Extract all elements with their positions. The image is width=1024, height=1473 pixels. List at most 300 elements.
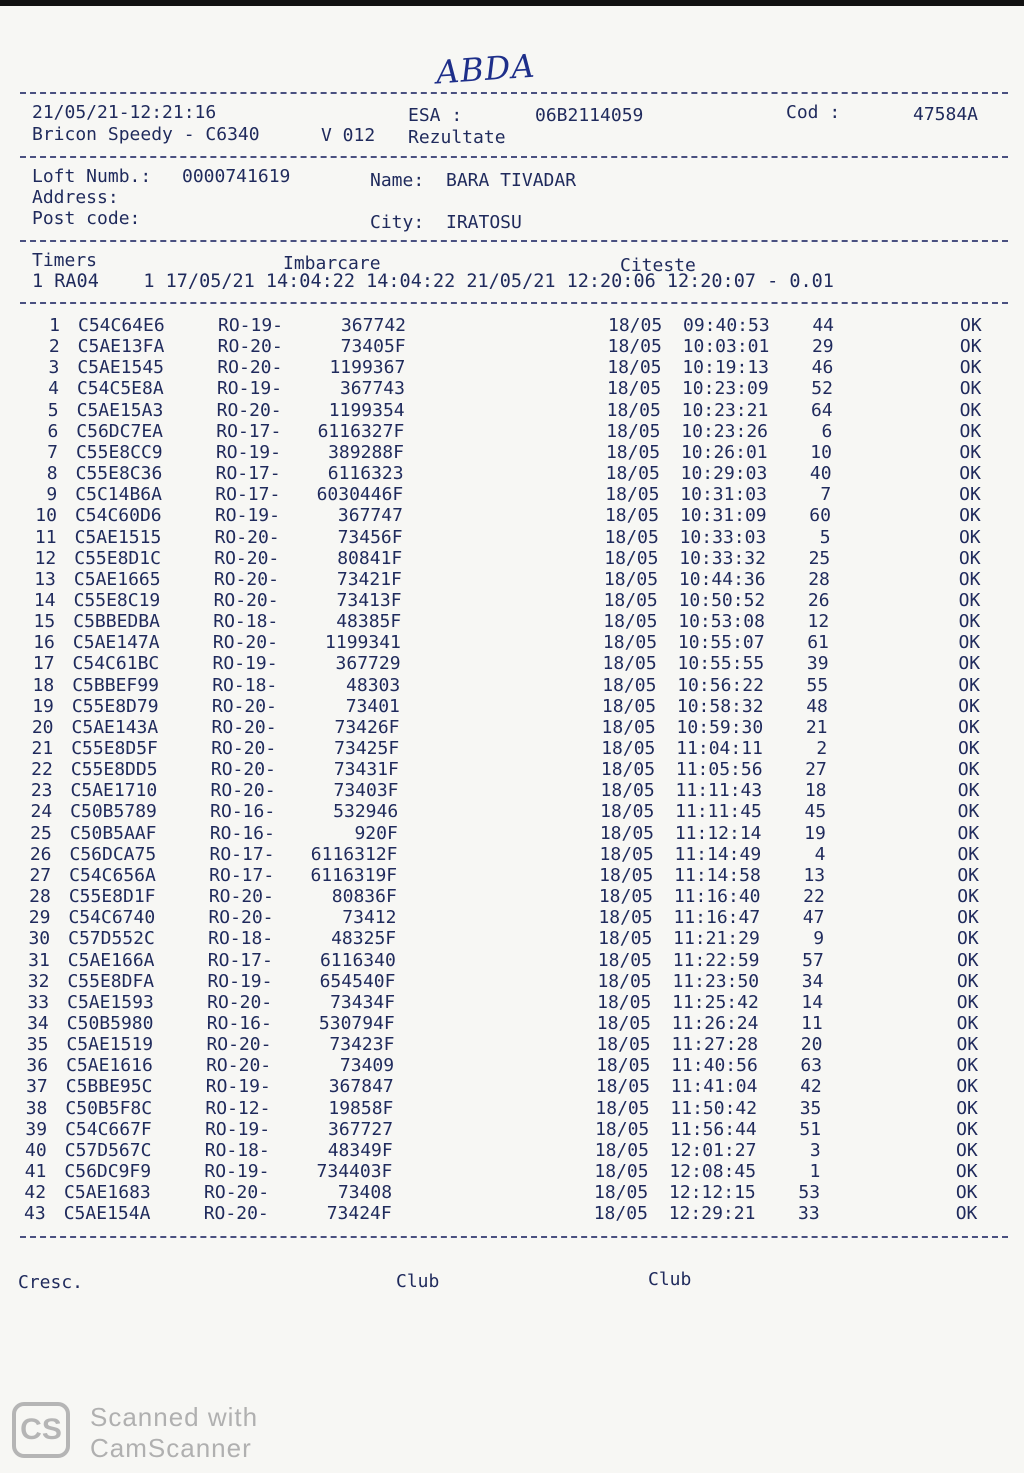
status-ok: OK <box>956 1097 978 1119</box>
ring-number: 73421F <box>336 568 402 590</box>
ring-prefix: RO-19- <box>214 505 280 527</box>
ring-prefix: RO-20- <box>210 759 276 781</box>
basket-number: 48 <box>806 695 828 717</box>
arrival-date: 18/05 <box>604 526 659 548</box>
result-row <box>0 548 1024 569</box>
basket-number: 63 <box>800 1055 823 1077</box>
ring-number: 19858F <box>328 1097 394 1119</box>
basket-number: 25 <box>808 547 831 569</box>
status-ok: OK <box>957 928 979 950</box>
chip-id: C5AE13FA <box>77 336 165 358</box>
arrival-date: 18/05 <box>600 801 655 823</box>
chip-id: C5AE166A <box>67 949 155 971</box>
ring-prefix: RO-16- <box>206 1012 272 1034</box>
result-row <box>0 865 1024 886</box>
status-ok: OK <box>958 716 980 738</box>
arrival-time: 09:40:53 <box>683 315 770 336</box>
result-row <box>0 1013 1024 1034</box>
arrival-date: 18/05 <box>604 547 659 569</box>
arrival-time: 11:04:11 <box>676 738 763 759</box>
arrival-time: 10:55:07 <box>677 632 765 654</box>
arrival-date: 18/05 <box>598 886 653 908</box>
ring-prefix: RO-17- <box>215 484 281 506</box>
cod-label: Cod : <box>786 102 841 123</box>
chip-id: C56DC9F9 <box>64 1161 152 1182</box>
ring-number: 6116327F <box>317 420 405 442</box>
status-ok: OK <box>957 907 979 929</box>
ring-prefix: RO-18- <box>204 1139 270 1161</box>
status-ok: OK <box>957 801 980 823</box>
esa-value: 06B2114059 <box>535 105 644 126</box>
chip-id: C54C6740 <box>68 907 156 929</box>
result-row <box>0 675 1024 696</box>
result-row <box>0 1161 1024 1182</box>
basket-number: 3 <box>809 1139 821 1161</box>
row-number: 41 <box>24 1161 47 1182</box>
ring-number: 73401 <box>345 695 400 717</box>
chip-id: C5AE1545 <box>77 357 165 379</box>
chip-id: C54C656A <box>69 864 156 886</box>
chip-id: C50B5980 <box>66 1012 154 1034</box>
arrival-date: 18/05 <box>599 822 655 844</box>
arrival-time: 11:56:44 <box>670 1118 757 1140</box>
status-ok: OK <box>959 484 981 506</box>
row-number: 34 <box>27 1012 49 1034</box>
result-row <box>0 590 1024 611</box>
ring-number: 48303 <box>346 674 401 696</box>
scan-top-edge <box>0 0 1024 6</box>
city-value: IRATOSU <box>446 212 522 233</box>
divider <box>20 156 1008 158</box>
ring-number: 48349F <box>327 1139 393 1161</box>
row-number: 35 <box>26 1034 49 1056</box>
arrival-date: 18/05 <box>603 589 658 611</box>
status-ok: OK <box>957 886 979 908</box>
arrival-date: 18/05 <box>600 759 656 781</box>
imbarcare-label: Imbarcare <box>283 253 381 274</box>
row-number: 22 <box>31 759 53 781</box>
chip-id: C5AE147A <box>72 632 160 654</box>
basket-number: 28 <box>808 568 830 590</box>
arrival-date: 18/05 <box>595 1076 650 1098</box>
arrival-date: 18/05 <box>600 780 655 802</box>
ring-prefix: RO-20- <box>206 1034 272 1056</box>
status-ok: OK <box>959 441 982 463</box>
ring-number: 1199354 <box>328 399 405 421</box>
basket-number: 10 <box>810 441 832 463</box>
row-number: 40 <box>25 1139 47 1161</box>
basket-number: 45 <box>804 801 827 823</box>
row-number: 5 <box>47 399 59 421</box>
arrival-time: 11:27:28 <box>671 1034 759 1056</box>
basket-number: 14 <box>801 991 824 1013</box>
basket-number: 51 <box>799 1118 822 1140</box>
ring-number: 6116340 <box>319 949 396 971</box>
row-number: 15 <box>33 611 56 633</box>
result-row <box>0 1203 1024 1224</box>
basket-number: 18 <box>804 780 827 802</box>
device-version: V 012 <box>321 125 376 146</box>
ring-prefix: RO-18- <box>208 928 274 950</box>
row-number: 26 <box>29 843 52 865</box>
chip-id: C5AE143A <box>71 716 159 738</box>
status-ok: OK <box>958 547 981 569</box>
status-ok: OK <box>958 526 981 548</box>
arrival-date: 18/05 <box>602 653 657 675</box>
arrival-time: 11:41:04 <box>670 1076 758 1098</box>
arrival-time: 10:56:22 <box>677 674 764 696</box>
row-number: 28 <box>29 886 51 908</box>
result-row <box>0 1055 1024 1076</box>
ring-prefix: RO-20- <box>208 907 274 929</box>
result-row <box>0 801 1024 822</box>
ring-prefix: RO-17- <box>216 420 282 442</box>
result-row <box>0 717 1024 738</box>
result-row <box>0 1034 1024 1055</box>
ring-prefix: RO-20- <box>214 547 280 569</box>
ring-prefix: RO-20- <box>213 589 279 611</box>
basket-number: 19 <box>804 822 826 844</box>
chip-id: C55E8D1F <box>68 886 156 908</box>
row-number: 33 <box>27 991 50 1013</box>
ring-prefix: RO-20- <box>217 336 283 358</box>
ring-number: 1199367 <box>329 357 406 379</box>
name-label: Name: <box>370 170 425 191</box>
ring-number: 367742 <box>340 315 406 336</box>
result-row <box>0 738 1024 759</box>
result-row <box>0 527 1024 548</box>
row-number: 21 <box>31 738 54 759</box>
ring-prefix: RO-17- <box>209 864 275 886</box>
ring-number: 73425F <box>334 738 400 759</box>
divider <box>20 92 1008 94</box>
arrival-time: 11:16:40 <box>673 886 761 908</box>
ring-prefix: RO-17- <box>207 949 273 971</box>
print-datetime: 21/05/21-12:21:16 <box>32 102 217 123</box>
basket-number: 13 <box>803 864 826 886</box>
ring-number: 80836F <box>331 886 397 908</box>
chip-id: C55E8DFA <box>67 970 155 992</box>
ring-number: 654540F <box>319 970 396 992</box>
chip-id: C56DCA75 <box>69 843 157 865</box>
arrival-date: 18/05 <box>608 315 663 336</box>
arrival-date: 18/05 <box>598 907 653 929</box>
arrival-date: 18/05 <box>595 1118 650 1140</box>
arrival-time: 10:19:13 <box>682 357 770 379</box>
status-ok: OK <box>956 1118 978 1140</box>
arrival-date: 18/05 <box>598 928 653 950</box>
watermark-line1: Scanned with <box>90 1402 259 1432</box>
arrival-date: 18/05 <box>605 484 660 506</box>
chip-id: C55E8DD5 <box>70 759 158 781</box>
row-number: 42 <box>24 1182 47 1204</box>
chip-id: C54C667F <box>65 1118 152 1140</box>
row-number: 8 <box>46 463 58 485</box>
result-row <box>0 611 1024 632</box>
arrival-time: 12:08:45 <box>669 1161 757 1182</box>
name-value: BARA TIVADAR <box>446 170 577 191</box>
ring-number: 48385F <box>336 611 402 633</box>
row-number: 12 <box>34 547 57 569</box>
row-number: 25 <box>30 822 52 844</box>
ring-prefix: RO-20- <box>211 695 277 717</box>
arrival-time: 10:23:21 <box>681 399 769 421</box>
status-ok: OK <box>958 611 981 633</box>
basket-number: 27 <box>805 759 827 781</box>
arrival-date: 18/05 <box>604 505 660 527</box>
arrival-date: 18/05 <box>601 738 656 759</box>
status-ok: OK <box>958 674 980 696</box>
ring-number: 80841F <box>337 547 403 569</box>
basket-number: 21 <box>805 716 828 738</box>
result-row <box>0 1076 1024 1097</box>
timers-label: Timers <box>32 250 98 271</box>
ring-prefix: RO-19- <box>215 441 281 463</box>
status-ok: OK <box>959 399 982 421</box>
row-number: 19 <box>32 695 54 717</box>
arrival-time: 10:58:32 <box>676 695 764 717</box>
arrival-time: 10:50:52 <box>678 589 766 611</box>
result-row <box>0 950 1024 971</box>
chip-id: C55E8D79 <box>71 695 159 717</box>
ring-prefix: RO-20- <box>207 991 273 1013</box>
chip-id: C54C61BC <box>72 653 160 675</box>
ring-number: 73424F <box>326 1203 392 1225</box>
chip-id: C5AE1515 <box>74 526 162 548</box>
ring-prefix: RO-20- <box>204 1182 270 1204</box>
status-ok: OK <box>958 695 980 717</box>
ring-number: 73431F <box>333 759 399 781</box>
arrival-date: 18/05 <box>594 1182 649 1204</box>
divider <box>20 240 1008 242</box>
basket-number: 46 <box>811 357 834 379</box>
arrival-time: 10:59:30 <box>676 716 764 738</box>
chip-id: C5AE1710 <box>70 780 158 802</box>
row-number: 36 <box>26 1055 49 1077</box>
basket-number: 1 <box>809 1161 821 1182</box>
ring-prefix: RO-20- <box>213 568 279 590</box>
status-ok: OK <box>956 1139 978 1161</box>
row-number: 18 <box>32 674 55 696</box>
arrival-date: 18/05 <box>594 1139 649 1161</box>
row-number: 2 <box>48 336 60 358</box>
result-row <box>0 992 1024 1013</box>
arrival-time: 10:55:55 <box>677 653 765 675</box>
status-ok: OK <box>957 780 980 802</box>
arrival-date: 18/05 <box>606 420 661 442</box>
result-row <box>0 1098 1024 1119</box>
result-row <box>0 653 1024 674</box>
arrival-time: 10:44:36 <box>678 568 766 590</box>
arrival-time: 11:11:45 <box>675 801 762 823</box>
arrival-date: 18/05 <box>603 611 658 633</box>
arrival-time: 11:21:29 <box>673 928 760 950</box>
status-ok: OK <box>957 864 980 886</box>
arrival-date: 18/05 <box>602 674 657 696</box>
watermark-line2: CamScanner <box>90 1433 252 1463</box>
result-row <box>0 505 1024 526</box>
camscanner-logo-icon: CS <box>12 1402 70 1458</box>
ring-number: 73405F <box>340 336 406 358</box>
arrival-date: 18/05 <box>601 716 656 738</box>
arrival-time: 10:53:08 <box>678 611 765 633</box>
arrival-time: 10:03:01 <box>682 336 770 358</box>
chip-id: C5BBE95C <box>65 1076 153 1098</box>
basket-number: 34 <box>801 970 824 992</box>
chip-id: C57D552C <box>68 928 155 950</box>
arrival-date: 18/05 <box>599 864 654 886</box>
basket-number: 55 <box>806 674 829 696</box>
result-row <box>0 463 1024 484</box>
ring-number: 367729 <box>335 653 401 675</box>
divider <box>20 1236 1008 1238</box>
result-row <box>0 400 1024 421</box>
ring-number: 73423F <box>329 1034 395 1056</box>
chip-id: C54C64E6 <box>78 315 165 336</box>
ring-prefix: RO-19- <box>207 970 273 992</box>
ring-number: 73409 <box>339 1055 395 1077</box>
row-number: 4 <box>48 378 59 400</box>
status-ok: OK <box>955 1161 978 1182</box>
ring-prefix: RO-16- <box>209 822 275 844</box>
row-number: 30 <box>28 928 51 950</box>
ring-prefix: RO-19- <box>218 315 284 336</box>
basket-number: 7 <box>820 484 832 506</box>
basket-number: 22 <box>803 886 825 908</box>
handwritten-note: ABDA <box>434 46 537 92</box>
ring-number: 367743 <box>339 378 405 400</box>
ring-number: 73434F <box>330 991 396 1013</box>
ring-prefix: RO-20- <box>217 357 283 379</box>
arrival-time: 11:25:42 <box>672 991 759 1013</box>
status-ok: OK <box>959 420 982 442</box>
arrival-time: 10:31:09 <box>679 505 767 527</box>
ring-prefix: RO-20- <box>210 780 276 802</box>
ring-prefix: RO-20- <box>206 1055 272 1077</box>
row-number: 32 <box>27 970 50 992</box>
chip-id: C5AE1616 <box>66 1055 153 1077</box>
arrival-time: 10:29:03 <box>680 463 768 485</box>
esa-label: ESA : <box>408 105 463 126</box>
arrival-time: 12:12:15 <box>669 1182 756 1204</box>
result-row <box>0 823 1024 844</box>
status-ok: OK <box>956 949 979 971</box>
result-row <box>0 357 1024 378</box>
row-number: 27 <box>29 864 52 886</box>
basket-number: 61 <box>807 632 829 654</box>
basket-number: 5 <box>819 526 831 548</box>
cresc-label: Cresc. <box>18 1272 84 1293</box>
status-ok: OK <box>956 991 979 1013</box>
basket-number: 39 <box>806 653 829 675</box>
ring-number: 6116312F <box>310 843 398 865</box>
chip-id: C5AE1519 <box>66 1034 154 1056</box>
arrival-date: 18/05 <box>594 1161 649 1182</box>
status-ok: OK <box>959 357 982 379</box>
basket-number: 64 <box>810 399 833 421</box>
arrival-time: 11:26:24 <box>671 1012 759 1034</box>
chip-id: C5AE154A <box>63 1203 151 1225</box>
result-row <box>0 780 1024 801</box>
ring-prefix: RO-19- <box>216 378 282 400</box>
row-number: 13 <box>34 568 56 590</box>
ring-prefix: RO-17- <box>215 463 281 485</box>
ring-prefix: RO-19- <box>212 653 278 675</box>
ring-number: 389288F <box>328 441 404 463</box>
arrival-time: 12:29:21 <box>668 1203 756 1225</box>
report-type: Rezultate <box>408 127 506 148</box>
basket-number: 9 <box>813 928 825 950</box>
result-row <box>0 759 1024 780</box>
arrival-date: 18/05 <box>606 399 661 421</box>
status-ok: OK <box>956 1034 979 1056</box>
result-row <box>0 336 1024 357</box>
arrival-date: 18/05 <box>595 1097 650 1119</box>
postcode-label: Post code: <box>32 208 141 229</box>
status-ok: OK <box>956 1012 979 1034</box>
result-row <box>0 886 1024 907</box>
basket-number: 60 <box>809 505 831 527</box>
arrival-date: 18/05 <box>597 949 652 971</box>
basket-number: 20 <box>800 1034 823 1056</box>
arrival-time: 11:14:49 <box>674 843 762 865</box>
result-row <box>0 696 1024 717</box>
chip-id: C57D567C <box>64 1139 152 1161</box>
basket-number: 11 <box>801 1012 823 1034</box>
status-ok: OK <box>959 336 982 358</box>
ring-number: 6116323 <box>327 463 404 485</box>
basket-number: 12 <box>807 611 830 633</box>
basket-number: 52 <box>811 378 833 400</box>
arrival-time: 10:26:01 <box>680 441 768 463</box>
arrival-date: 18/05 <box>599 843 654 865</box>
chip-id: C5C14B6A <box>75 484 162 506</box>
city-label: City: <box>370 212 425 233</box>
arrival-time: 10:23:26 <box>681 420 768 442</box>
ring-prefix: RO-20- <box>208 886 274 908</box>
row-number: 37 <box>26 1076 48 1098</box>
ring-number: 920F <box>354 822 398 844</box>
arrival-date: 18/05 <box>607 336 662 358</box>
arrival-time: 12:01:27 <box>669 1139 757 1161</box>
chip-id: C54C60D6 <box>74 505 162 527</box>
cod-value: 47584A <box>913 104 979 125</box>
row-number: 17 <box>32 653 55 675</box>
arrival-date: 18/05 <box>596 1012 651 1034</box>
basket-number: 53 <box>798 1182 821 1204</box>
chip-id: C55E8CC9 <box>75 441 163 463</box>
ring-number: 1199341 <box>325 632 401 654</box>
status-ok: OK <box>957 843 980 865</box>
result-row <box>0 844 1024 865</box>
basket-number: 42 <box>800 1076 822 1098</box>
result-row <box>0 971 1024 992</box>
status-ok: OK <box>958 568 981 590</box>
basket-number: 47 <box>802 907 825 929</box>
arrival-date: 18/05 <box>606 378 662 400</box>
status-ok: OK <box>959 505 981 527</box>
basket-number: 44 <box>812 315 834 336</box>
ring-number: 73403F <box>333 780 399 802</box>
basket-number: 35 <box>799 1097 822 1119</box>
arrival-time: 10:31:03 <box>680 484 767 506</box>
chip-id: C55E8D5F <box>71 738 158 759</box>
chip-id: C5AE1683 <box>64 1182 151 1204</box>
basket-number: 4 <box>814 843 826 865</box>
ring-prefix: RO-20- <box>211 738 277 759</box>
status-ok: OK <box>957 822 980 844</box>
arrival-date: 18/05 <box>603 568 659 590</box>
